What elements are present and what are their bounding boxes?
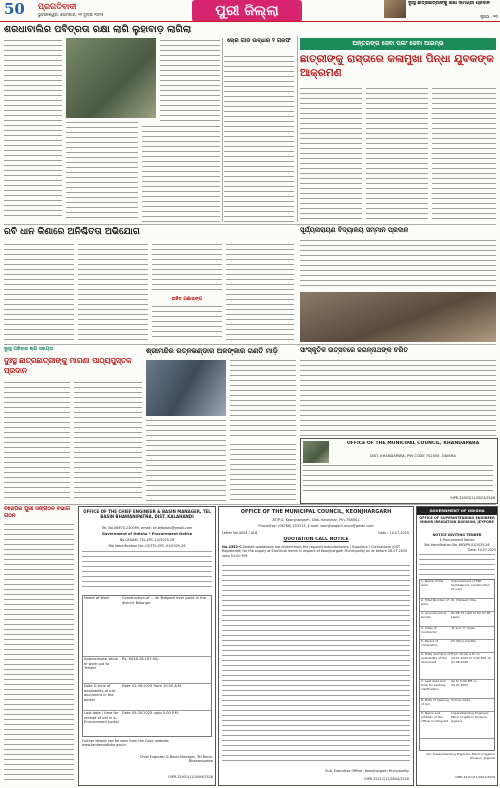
ce-row-2-label: Approximate Value of work put to Tender <box>84 657 118 671</box>
ravi-body-5 <box>226 244 294 340</box>
banner-kicker: ଅନ୍ତରଙ୍ଗ ସେବା ପଲଂ ସେବା ଆରମ୍ଭ <box>352 40 444 47</box>
banner-headline: ଛାତ୍ରୀଙ୍କୁ ରାସ୍ତାରେ କଳାମୁଖା ପିନ୍ଧା ଯୁବକଙ୍କ ଆକ୍ରମଣ <box>300 53 494 79</box>
keonjhar-sub: AT/P.O. Keonjhargarh, Dist. Keonjhar, Pin-758001 <box>272 518 360 522</box>
banner-body-2 <box>366 88 428 220</box>
ce-heading: OFFICE OF THE CHIEF ENGINEER & BASIN MANAGER, TEL BASIN BHAWANIPATNA, DIST. KALAHANDI <box>83 509 211 520</box>
ce-footer: Further details can be seen from the Govt. website: www.tendersodisha.gov.in <box>82 739 170 748</box>
mi-row-6-label: 6. Date and time of availability of bid document <box>421 652 451 664</box>
suryaprakash-photo <box>300 292 496 342</box>
banner-body-3 <box>432 88 496 220</box>
books-headline: ଦୁଃସ୍ଥ ଛାତ୍ରଛାତ୍ରୀଙ୍କୁ ମାଗଣା ପାଠ୍ୟପୁସ୍ତକ ପ୍ରଦାନ <box>4 356 132 375</box>
mi-row-2-value: 01 (Sixteen) Nos. <box>451 598 477 602</box>
ce-govt: Government of Odisha * Procurement Notice <box>101 532 193 536</box>
ce-row-4 <box>83 711 211 737</box>
mi-bid: Bid Identification No. MIDJPR-02/2025-26 <box>424 543 490 547</box>
ce-row-2-value: Rs. 6428.28,187.00/- <box>122 657 160 661</box>
srimandir-body-2 <box>146 420 226 504</box>
section-title-box <box>192 0 302 22</box>
anniversary-number: 50 <box>4 0 25 18</box>
srimandir-photo <box>146 360 226 416</box>
mi-heading-box <box>417 507 497 515</box>
samskar-headline: ସାଂସ୍କୃତିକ ଉତ୍ସବରେ ଜଗନ୍ନାଥଙ୍କ ଚରିତ <box>300 346 408 354</box>
mi-sub: OFFICE OF SUPERINTENDING ENGINEER MINOR IRRIGATION DIVISION, JEYPORE <box>419 516 495 525</box>
short-headline: ବିଜେପିର ପୁରୀ ସଙ୍ଗଠନ ବିଭାଗ ଗଠନ <box>4 506 70 519</box>
ce-row-4-value: Date 05.09.2025 upto 5.00 P.M. <box>122 711 179 715</box>
ce-row-2 <box>83 657 211 684</box>
khandapara-oipr: OIPR-32903/11/0023/2526 <box>450 496 495 500</box>
mi-notice: NOTICE INVITING TENDER <box>432 533 482 537</box>
lead-body-col-4 <box>142 126 220 222</box>
lead-body-col-2 <box>160 40 220 124</box>
mi-table <box>419 579 495 751</box>
mi-ref: E-Procurement Notice <box>439 538 475 542</box>
khandapara-body <box>303 465 493 495</box>
mi-row-8-value: Online mode <box>451 698 471 702</box>
ravi-headline: ରବି ଧାନ କିଣାରେ ଅନିଶ୍ଚିତତା ଅଭିଯୋଗ <box>4 227 140 237</box>
ravi-body-1 <box>4 244 74 340</box>
lead-body-col-1 <box>4 40 62 220</box>
srimandir-body-3 <box>230 444 296 504</box>
ce-ifb: Bid Identification No.-CE/TEL-EPC-01/2025-26 <box>108 544 186 548</box>
mi-row-4-value: 'B' and 'C' Class <box>451 626 475 630</box>
keonjhar-notice <box>218 506 414 786</box>
lead-photo <box>66 38 156 118</box>
mi-row-1-label: 1. Name of the work <box>421 579 444 587</box>
masthead <box>0 0 500 20</box>
page-label: ପୃଷ୍ଠା : ୧୩ <box>480 14 498 19</box>
suryaprakash-headline: ସୂର୍ଯ୍ୟନାରାୟଣ ବିଦ୍ୟାଳୟ ସମ୍ମାନ ପ୍ରଦାନ <box>300 226 409 234</box>
mi-intro <box>419 554 495 576</box>
mi-heading: GOVERNMENT OF ODISHA <box>429 508 485 513</box>
mi-row-5-value: 03 (Two) months <box>451 639 476 643</box>
mi-row-8-label: 8. Date of opening of bid <box>421 698 449 706</box>
ravi-body-2 <box>78 244 148 340</box>
ce-ref: No.CE&BM, TEL-EPC-12/2025-26 <box>119 538 175 542</box>
ce-row-3-label: Date & time of availability of bid document in the portal <box>84 684 115 702</box>
lead-body-col-3 <box>66 122 138 222</box>
banner-body-1 <box>300 88 362 220</box>
mi-footer: Sd/- Superintending Engineer, Minor Irrigation Division, Jeypore <box>425 753 495 760</box>
minor-irrigation-notice <box>416 506 498 786</box>
ce-intro <box>82 551 212 591</box>
side-headline: ଚୋରି ଗାଡି ଉଦ୍ଧାର ୨ ଗିରଫ <box>227 38 291 44</box>
srimandir-body-1 <box>230 360 296 440</box>
suryaprakash-body <box>300 240 496 290</box>
mi-row-3 <box>420 612 494 627</box>
ce-signature: Chief Engineer & Basin Manager, Tel Basin, Bhawanipatna <box>139 755 213 764</box>
mi-row-3-label: 3. Amount put to tender <box>421 611 447 619</box>
masthead-rule <box>0 21 500 22</box>
ravi-body-4 <box>152 306 222 340</box>
keonjhar-letter: Letter No.4004 / ULB <box>222 531 258 535</box>
section-title: ପୁରୀ ଜିଲ୍ଲା <box>215 3 279 19</box>
mi-row-6 <box>420 653 494 680</box>
khandapara-notice <box>300 438 498 504</box>
mi-row-6-value: From 10:00 A.M. on 24.07.2025 to 5:00 P.M. on 07.08.2025 <box>451 652 492 664</box>
keonjhar-phone: Phone/Fax: (06766) 255213, E-mail: keonjhargarh.muni@gmail.com <box>258 524 374 528</box>
khandapara-heading: OFFICE OF THE MUNICIPAL COUNCIL, KHANDAPARA <box>346 441 480 446</box>
keonjhar-body <box>222 545 410 563</box>
books-body-1 <box>4 382 70 502</box>
issue-line: ଭୁବନେଶ୍ୱର, ସୋମବାର, ୨୧ ଜୁଲାଇ ୨୦୨୫ <box>38 12 104 17</box>
books-body-2 <box>74 382 142 502</box>
promo-headline: ଦୁଃସ୍ଥ ଛାତ୍ରଛାତ୍ରୀଙ୍କୁ ଶିକ୍ଷା ସାମଗ୍ରୀ ପ୍ରଦାନ <box>408 1 490 6</box>
mi-row-5-label: 5. Period of completion <box>421 639 439 647</box>
ce-row-1 <box>83 596 211 657</box>
ravi-body-3 <box>152 244 222 294</box>
ce-row-3-value: Date 01.08.2025 from 10.00 A.M. <box>122 684 183 688</box>
ce-oipr: OIPR-32901/11/0009/2526 <box>168 775 213 779</box>
mi-row-7-label: 7. Last date and time for seeking clarification <box>421 679 446 691</box>
byline: ରାଜିତ ଗଣାଭଙ୍ଗ <box>171 297 203 302</box>
mi-row-9 <box>420 712 494 739</box>
anniversary-logo <box>4 2 36 17</box>
brand-name: ପ୍ରଗତିବାଦୀ <box>38 2 77 11</box>
keonjhar-date: Date : 10.07.2025 <box>378 531 409 535</box>
ce-row-1-label: Name of Work <box>84 596 110 600</box>
khandapara-sub: DIST. KHANDAPARA, PIN CODE 752055, ODISHA <box>370 454 456 458</box>
ce-row-4-label: Last date / time for receipt of bid in e-Procurement portal <box>84 711 119 725</box>
keonjhar-title: QUOTATION CALL NOTICE <box>283 537 349 542</box>
ce-row-3 <box>83 684 211 711</box>
chief-engineer-notice <box>78 506 216 786</box>
lead-headline: ଶରଧାବାଲିର ପବିତ୍ରତା ରକ୍ଷା ଲାଗି ଲୁହାବାଡ଼ ଲାଗିଲା <box>4 24 192 35</box>
mi-row-9-value: Superintending Engineer, Minor Irrigation Division, Jeypore <box>451 711 490 723</box>
mi-row-3-value: Rs.28.74 Lakh to Rs.47.38 Lakhs <box>451 611 491 619</box>
banner-kicker-box <box>300 38 496 50</box>
keonjhar-body-text: Sealed quotations are invited from the reputed manufacturers / Suppliers / Contractors (GST Registered) for the supply of Electrical items in respect of Keonjhargarh Municipality on or before 28.07.2025 upto 01:00 P.M. <box>222 545 408 558</box>
keonjhar-notice-no: No.4352-C <box>222 545 242 549</box>
mi-row-7 <box>420 680 494 699</box>
keonjhar-heading: OFFICE OF THE MUNICIPAL COUNCIL, KEONJHARGARH <box>240 509 392 515</box>
ce-row-1-value: Construction of ... at Tedipadi river point in the district Bolangir <box>122 596 206 605</box>
khandapara-emblem <box>303 441 329 463</box>
keonjhar-oipr: OIPR-32111/11/0004/2526 <box>364 777 409 781</box>
books-kicker: ଦୁଃସ୍ଥ ପରିବାର ଲାଗି ସହାୟତା <box>4 347 54 352</box>
mi-date: Date: 14.07.2025 <box>468 548 496 552</box>
mi-row-1 <box>420 580 494 599</box>
mi-row-7-value: Up to 5:00 PM on 24.07.2025 <box>451 679 477 687</box>
ce-table <box>82 595 212 737</box>
keonjhar-signature: Sub. Executive Officer, Keonjhargarh Municipality <box>325 769 409 773</box>
keonjhar-conditions <box>222 565 410 765</box>
ce-tel: Tel. No.06670-230099, email: ce.telbasin@gmail.com <box>101 526 193 530</box>
mi-row-2-label: 2. Total Number of work <box>421 598 449 606</box>
srimandir-headline: ଶ୍ରୀମନ୍ଦିର ରତ୍ନଭଣ୍ଡାର ଅଳଙ୍କାର ଗଣତି ମାଡ଼ି <box>146 347 278 355</box>
short-body <box>4 524 74 782</box>
mi-oipr: OIPR-32111/11/0011/2526 <box>455 775 495 779</box>
mi-row-1-value: Improvement of MIP Sembalpura, construction of road <box>451 579 490 591</box>
side-body <box>224 56 294 222</box>
mi-row-9-label: 9. Name and address of the officer inviting bid <box>421 711 449 723</box>
samskar-body <box>300 360 496 436</box>
mi-row-4-label: 4. Class of Contractor <box>421 626 437 634</box>
promo-photo <box>384 0 406 18</box>
